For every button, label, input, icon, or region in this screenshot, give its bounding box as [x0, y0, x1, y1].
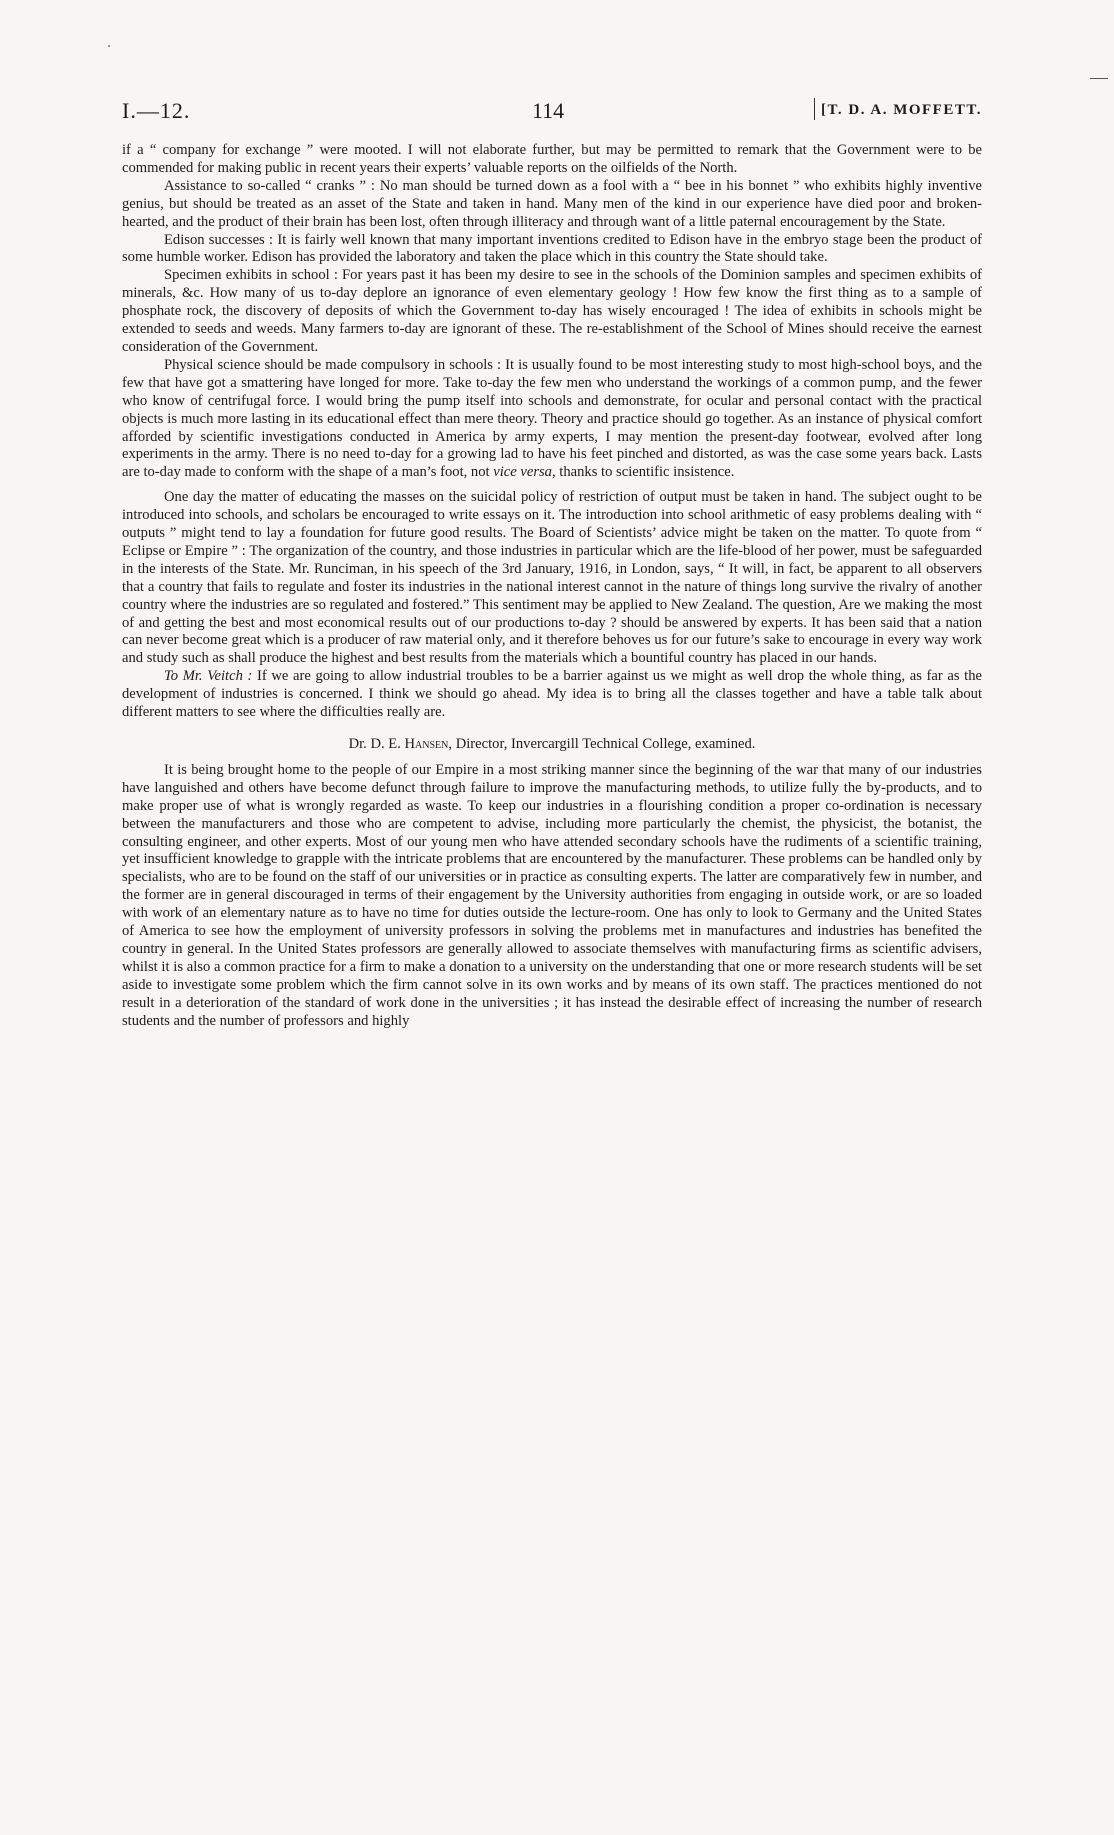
paragraph: Edison successes : It is fairly well known that many important inventions credited to Edison have in the embryo stage been the product of some humble worker. Edison has provided the laboratory and taken the place which in this country the State should take. — [122, 231, 982, 266]
paragraph: Specimen exhibits in school : For years past it has been my desire to see in the schools of the Dominion samples and specimen exhibits of minerals, &c. How many of us to-day deplore an ignorance of even elementary geology ! How few know the first thing as to a sample of phosphate rock, the discovery of deposits of which the Government to-day has wisely encouraged ! The idea of exhibits in schools might be extended to seeds and weeds. Many farmers to-day are ignorant of these. The re-establishment of the School of Mines should receive the earnest consideration of the Government. — [122, 267, 982, 355]
italic-phrase: vice versa — [493, 464, 552, 481]
section-heading — [122, 736, 982, 754]
paragraph: Assistance to so-called “ cranks ” : No man should be turned down as a fool with a “ bee in his bonnet ” who exhibits highly inventive genius, but should be treated as an asset of the State and taken in hand. Many men of the kind in our experience have died poor and broken-hearted, and the product of their brain has been lost, often through illiteracy and through want of a little paternal encouragement by the State. — [122, 177, 982, 230]
scan-speck — [108, 45, 110, 47]
witness-name: [T. D. A. MOFFETT. — [820, 102, 982, 118]
heading-name: Hansen — [404, 736, 449, 752]
page-number: 114 — [532, 98, 565, 123]
paragraph-text: If we are going to allow industrial troubles to be a barrier against us we might as well drop the whole thing, as far as the development of industries is concerned. I think we should go ahead. My idea is to bring all the classes together and have a table talk about different matters to see where the difficulties really are. — [122, 668, 982, 721]
paragraph — [122, 668, 982, 722]
paragraph: if a “ company for exchange ” were mooted. I will not elaborate further, but may be permitted to remark that the Government were to be commended for making public in recent years their experts’ valuable reports on the oilfields of the North. — [122, 142, 982, 176]
document-reference: I.—12. — [122, 98, 191, 123]
paragraph — [122, 357, 982, 482]
paragraph-text: Physical science should be made compulsory in schools : It is usually found to be most interesting study to most high-school boys, and the few that have got a smattering have longed for more. Take to-day the few men who understand the workings of a common pump, and the fewer who know of centrifugal force. I would bring the pump itself into schools and demonstrate, for ocular and personal contact with the practical objects is much more lasting in its educational effect than mere theory. Theory and practice should go together. As an instance of physical comfort afforded by scientific investigations conducted in America by army experts, I may mention the present-day footwear, evolved after long experiments in the army. There is no need to-day for a growing lad to have his feet pinched and distorted, as was the case some years back. Lasts are to-day made to conform with the shape of a man’s foot, not — [122, 356, 982, 481]
paragraph-text: , thanks to scientific insistence. — [551, 464, 735, 481]
margin-mark — [1090, 78, 1108, 79]
italic-lead: To Mr. Veitch : — [164, 668, 253, 685]
heading-text: , Director, Invercargill Technical College, examined. — [448, 736, 756, 752]
page-header — [122, 98, 982, 124]
paragraph: It is being brought home to the people of our Empire in a most striking manner since the beginning of the war that many of our industries have languished and others have become defunct through failure to improve the manufacturing methods, to utilize fully the by-products, and to make proper use of what is wrongly regarded as waste. To keep our industries in a flourishing condition a proper co-ordination is necessary between the manufacturers and those who are competent to advise, including more particularly the chemist, the physicist, the botanist, the consulting engineer, and other experts. Most of our young men who have attended secondary schools have the rudiments of a scientific training, yet insufficient knowledge to grapple with the intricate problems that are encountered by the manufacturer. These problems can be handled only by specialists, who are to be found on the staff of our universities or in practice as consulting experts. The latter are comparatively few in number, and the former are in general discouraged in terms of their engagement by the University authorities from engaging in outside work, or are so loaded with work of an elementary nature as to have no time for duties outside the lecture-room. One has only to look to Germany and the United States of America to see how the employment of university professors in solving the problems met in manufactures and industries has benefited the country in general. In the United States professors are generally allowed to associate themselves with manufacturing firms as scientific advisers, whilst it is also a common practice for a firm to make a donation to a university on the understanding that one or more research students will be set aside to investigate some problem which the firm cannot solve in its own works and by means of its own staff. The practices mentioned do not result in a deterioration of the standard of work done in the universities ; it has instead the desirable effect of increasing the number of research students and the number of professors and highly — [122, 761, 982, 1029]
heading-text: Dr. D. E. — [348, 736, 405, 752]
paragraph: One day the matter of educating the masses on the suicidal policy of restriction of output must be taken in hand. The subject ought to be introduced into schools, and scholars be encouraged to write essays on it. The introduction into school arithmetic of easy problems dealing with “ outputs ” might tend to lay a foundation for future good results. The Board of Scientists’ advice might be taken on the matter. To quote from “ Eclipse or Empire ” : The organization of the country, and those industries in particular which are the life-blood of her power, must be safeguarded in the interests of the State. Mr. Runciman, in his speech of the 3rd January, 1916, in London, says, “ It will, in fact, be apparent to all observers that a country that fails to regulate and foster its industries in the national interest cannot in the nature of things long survive the rivalry of another country where the industries are so regulated and fostered.” This sentiment may be applied to New Zealand. The question, Are we making the most of and getting the best and most economical results out of our productions to-day ? should be answered by experts. It has been said that a nation can never become great which is a producer of raw material only, and it therefore behoves us for our future’s sake to encourage in every way work and study such as shall produce the highest and best results from the materials which a bountiful country has placed in our hands. — [122, 489, 982, 667]
body-text — [122, 142, 982, 1031]
